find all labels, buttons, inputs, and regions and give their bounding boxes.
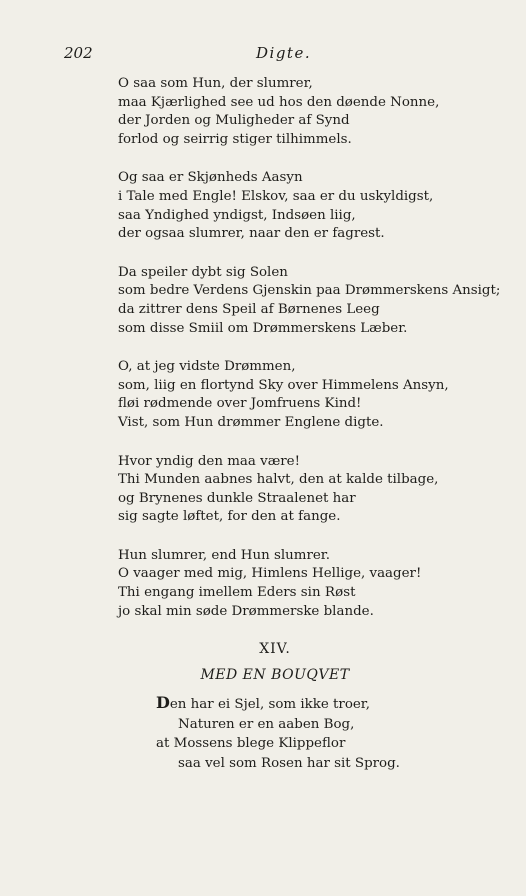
verse-line: maa Kjærlighed see ud hos den døende Nonne, xyxy=(118,94,440,110)
verse-line: O, at jeg vidste Drømmen, xyxy=(118,359,296,375)
page-number: 202 xyxy=(64,44,93,62)
stanza xyxy=(118,264,501,338)
stanza xyxy=(118,358,498,432)
verse-line: i Tale med Engle! Elskov, saa er du uskyldigst, xyxy=(118,188,434,204)
verse-line: Vist, som Hun drømmer Englene digte. xyxy=(118,414,384,430)
verse-line: saa Yndighed yndigst, Indsøen liig, xyxy=(118,207,356,223)
verse-line: der ogsaa slumrer, naar den er fagrest. xyxy=(118,226,385,242)
stanza xyxy=(118,453,498,527)
running-title: Digte. xyxy=(256,44,312,62)
drop-cap: D xyxy=(156,693,170,712)
verse-line: sig sagte løftet, for den at fange. xyxy=(118,509,341,525)
verse-line: jo skal min søde Drømmerske blande. xyxy=(118,603,374,619)
poem-body-2 xyxy=(156,693,400,773)
verse-line: Thi Munden aabnes halvt, den at kalde tilbage, xyxy=(118,472,439,488)
page-header xyxy=(0,44,526,66)
stanza xyxy=(118,547,498,621)
verse-line: Og saa er Skjønheds Aasyn xyxy=(118,170,303,186)
section-title: MED EN BOUQVET xyxy=(200,667,350,683)
verse-line: Hun slumrer, end Hun slumrer. xyxy=(118,547,330,563)
stanza xyxy=(118,75,498,149)
verse-line: forlod og seirrig stiger tilhimmels. xyxy=(118,131,352,147)
stanza xyxy=(118,169,498,243)
verse-line: saa vel som Rosen har sit Sprog. xyxy=(178,755,400,771)
section-heading xyxy=(0,639,526,685)
verse-line: da zittrer dens Speil af Børnenes Leeg xyxy=(118,301,380,317)
verse-line: som, liig en flortynd Sky over Himmelens Ansyn, xyxy=(118,377,449,393)
verse-line xyxy=(156,693,400,715)
verse-line: at Mossens blege Klippeflor xyxy=(156,736,346,752)
poem-body xyxy=(118,75,501,641)
verse-line: O saa som Hun, der slumrer, xyxy=(118,76,313,91)
verse-line: som bedre Verdens Gjenskin paa Drømmerskens Ansigt; xyxy=(118,283,501,299)
verse-line: Naturen er en aaben Bog, xyxy=(178,716,355,732)
verse-line: der Jorden og Muligheder af Synd xyxy=(118,113,350,129)
verse-line: O vaager med mig, Himlens Hellige, vaager! xyxy=(118,566,422,582)
section-numeral: XIV. xyxy=(259,641,291,657)
verse-line: og Brynenes dunkle Straalenet har xyxy=(118,490,356,506)
verse-line: Hvor yndig den maa være! xyxy=(118,453,300,469)
verse-line: Thi engang imellem Eders sin Røst xyxy=(118,585,356,601)
verse-line: som disse Smiil om Drømmerskens Læber. xyxy=(118,320,408,336)
verse-line-text: en har ei Sjel, som ikke troer, xyxy=(169,697,370,712)
verse-line: fløi rødmende over Jomfruens Kind! xyxy=(118,396,362,412)
verse-line: Da speiler dybt sig Solen xyxy=(118,264,288,280)
